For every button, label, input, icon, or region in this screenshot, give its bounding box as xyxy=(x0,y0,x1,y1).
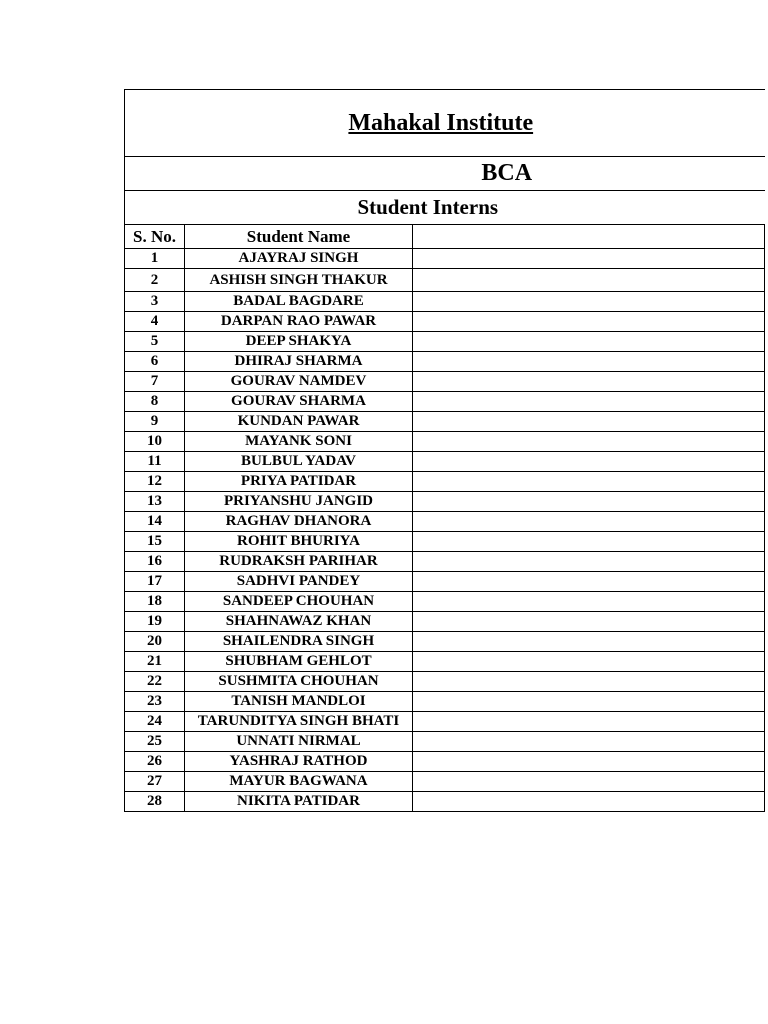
student-name-cell: GOURAV SHARMA xyxy=(185,392,413,412)
extra-cell xyxy=(413,632,765,652)
table-row xyxy=(125,632,765,652)
student-name-cell: PRIYANSHU JANGID xyxy=(185,492,413,512)
student-name-cell: DHIRAJ SHARMA xyxy=(185,352,413,372)
extra-cell xyxy=(413,512,765,532)
table-row xyxy=(125,312,765,332)
serial-number-cell: 1 xyxy=(125,249,185,269)
student-name-cell: KUNDAN PAWAR xyxy=(185,412,413,432)
student-name-cell: SHAHNAWAZ KHAN xyxy=(185,612,413,632)
intern-table xyxy=(124,89,765,812)
extra-cell xyxy=(413,672,765,692)
table-row xyxy=(125,692,765,712)
table-row xyxy=(125,332,765,352)
subtitle-text: Student Interns xyxy=(357,195,499,219)
table-row xyxy=(125,672,765,692)
serial-number-cell: 6 xyxy=(125,352,185,372)
table-row xyxy=(125,532,765,552)
header-row xyxy=(125,225,765,249)
student-name-cell: RAGHAV DHANORA xyxy=(185,512,413,532)
serial-number-cell: 8 xyxy=(125,392,185,412)
student-name-cell: SHAILENDRA SINGH xyxy=(185,632,413,652)
student-name-cell: ASHISH SINGH THAKUR xyxy=(185,269,413,292)
student-name-cell: SANDEEP CHOUHAN xyxy=(185,592,413,612)
student-name-cell: RUDRAKSH PARIHAR xyxy=(185,552,413,572)
serial-number-cell: 7 xyxy=(125,372,185,392)
serial-number-cell: 28 xyxy=(125,792,185,812)
table-row xyxy=(125,652,765,672)
serial-number-cell: 22 xyxy=(125,672,185,692)
serial-number-cell: 14 xyxy=(125,512,185,532)
extra-cell xyxy=(413,612,765,632)
student-name-cell: MAYUR BAGWANA xyxy=(185,772,413,792)
extra-cell xyxy=(413,372,765,392)
extra-cell xyxy=(413,752,765,772)
student-name-cell: SHUBHAM GEHLOT xyxy=(185,652,413,672)
table-row xyxy=(125,572,765,592)
extra-cell xyxy=(413,532,765,552)
student-name-cell: UNNATI NIRMAL xyxy=(185,732,413,752)
extra-cell xyxy=(413,332,765,352)
institute-title: Mahakal Institute xyxy=(348,109,534,136)
extra-cell xyxy=(413,452,765,472)
serial-number-cell: 26 xyxy=(125,752,185,772)
serial-number-cell: 11 xyxy=(125,452,185,472)
table-row xyxy=(125,612,765,632)
student-name-cell: PRIYA PATIDAR xyxy=(185,472,413,492)
extra-cell xyxy=(413,572,765,592)
student-name-cell: GOURAV NAMDEV xyxy=(185,372,413,392)
extra-cell xyxy=(413,269,765,292)
serial-number-cell: 12 xyxy=(125,472,185,492)
header-student-name: Student Name xyxy=(185,225,413,249)
table-row xyxy=(125,269,765,292)
table-row xyxy=(125,292,765,312)
table-row xyxy=(125,249,765,269)
subtitle-cell xyxy=(125,191,765,225)
student-name-cell: TARUNDITYA SINGH BHATI xyxy=(185,712,413,732)
student-name-cell: DEEP SHAKYA xyxy=(185,332,413,352)
extra-cell xyxy=(413,772,765,792)
extra-cell xyxy=(413,472,765,492)
extra-cell xyxy=(413,249,765,269)
title-row xyxy=(125,90,765,157)
serial-number-cell: 2 xyxy=(125,269,185,292)
table-row xyxy=(125,412,765,432)
table-row xyxy=(125,772,765,792)
serial-number-cell: 9 xyxy=(125,412,185,432)
table-row xyxy=(125,592,765,612)
student-name-cell: DARPAN RAO PAWAR xyxy=(185,312,413,332)
extra-cell xyxy=(413,692,765,712)
student-name-cell: BULBUL YADAV xyxy=(185,452,413,472)
table-row xyxy=(125,372,765,392)
extra-cell xyxy=(413,792,765,812)
table-row xyxy=(125,492,765,512)
student-name-cell: SADHVI PANDEY xyxy=(185,572,413,592)
extra-cell xyxy=(413,732,765,752)
serial-number-cell: 24 xyxy=(125,712,185,732)
subtitle-row xyxy=(125,191,765,225)
serial-number-cell: 25 xyxy=(125,732,185,752)
serial-number-cell: 20 xyxy=(125,632,185,652)
table-row xyxy=(125,472,765,492)
course-cell xyxy=(125,157,765,191)
serial-number-cell: 19 xyxy=(125,612,185,632)
course-row xyxy=(125,157,765,191)
serial-number-cell: 18 xyxy=(125,592,185,612)
student-name-cell: NIKITA PATIDAR xyxy=(185,792,413,812)
table-row xyxy=(125,792,765,812)
serial-number-cell: 16 xyxy=(125,552,185,572)
extra-cell xyxy=(413,652,765,672)
serial-number-cell: 21 xyxy=(125,652,185,672)
serial-number-cell: 13 xyxy=(125,492,185,512)
table-row xyxy=(125,452,765,472)
extra-cell xyxy=(413,592,765,612)
header-extra xyxy=(413,225,765,249)
title-cell xyxy=(125,90,765,157)
table-row xyxy=(125,512,765,532)
serial-number-cell: 3 xyxy=(125,292,185,312)
extra-cell xyxy=(413,712,765,732)
table-row xyxy=(125,732,765,752)
table-row xyxy=(125,712,765,732)
header-sno: S. No. xyxy=(125,225,185,249)
student-name-cell: BADAL BAGDARE xyxy=(185,292,413,312)
extra-cell xyxy=(413,552,765,572)
serial-number-cell: 10 xyxy=(125,432,185,452)
student-name-cell: YASHRAJ RATHOD xyxy=(185,752,413,772)
table-row xyxy=(125,552,765,572)
extra-cell xyxy=(413,492,765,512)
extra-cell xyxy=(413,432,765,452)
table-row xyxy=(125,392,765,412)
course-title: BCA xyxy=(481,160,533,186)
student-name-cell: SUSHMITA CHOUHAN xyxy=(185,672,413,692)
extra-cell xyxy=(413,312,765,332)
student-name-cell: MAYANK SONI xyxy=(185,432,413,452)
extra-cell xyxy=(413,352,765,372)
student-name-cell: AJAYRAJ SINGH xyxy=(185,249,413,269)
serial-number-cell: 17 xyxy=(125,572,185,592)
serial-number-cell: 15 xyxy=(125,532,185,552)
extra-cell xyxy=(413,392,765,412)
extra-cell xyxy=(413,292,765,312)
table-row xyxy=(125,432,765,452)
student-name-cell: ROHIT BHURIYA xyxy=(185,532,413,552)
extra-cell xyxy=(413,412,765,432)
serial-number-cell: 4 xyxy=(125,312,185,332)
serial-number-cell: 23 xyxy=(125,692,185,712)
table-row xyxy=(125,352,765,372)
serial-number-cell: 27 xyxy=(125,772,185,792)
student-name-cell: TANISH MANDLOI xyxy=(185,692,413,712)
table-row xyxy=(125,752,765,772)
serial-number-cell: 5 xyxy=(125,332,185,352)
spreadsheet-viewport xyxy=(124,89,534,812)
